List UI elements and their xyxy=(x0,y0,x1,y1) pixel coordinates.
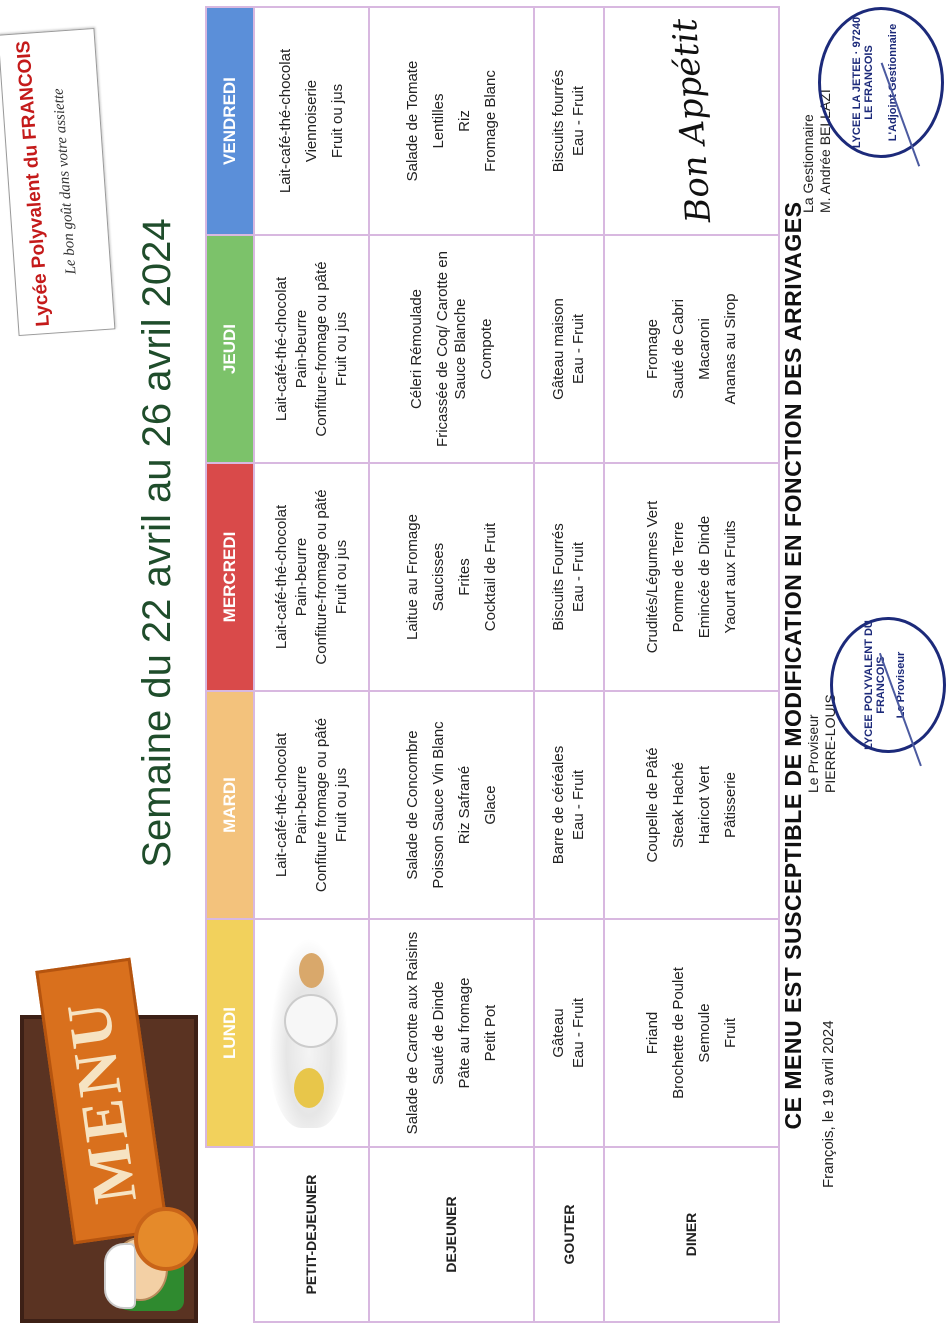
menu-item: Haricot Vert xyxy=(695,765,713,845)
cell-petit-dejeuner-jeudi xyxy=(254,235,369,463)
meal-row-dejeuner xyxy=(369,7,534,1322)
menu-item: Confiture-fromage ou pâté xyxy=(312,261,330,437)
menu-item: Salade de Tomate xyxy=(403,60,421,182)
menu-item: Yaourt aux Fruits xyxy=(721,520,739,634)
menu-item: Lait-café-thé-chocolat xyxy=(272,504,290,650)
day-header-lundi: LUNDI xyxy=(206,919,254,1147)
school-tagline: Le bon goût dans votre assiette xyxy=(50,87,80,276)
menu-item: Lait-café-thé-chocolat xyxy=(272,732,290,878)
menu-item: Fruit ou jus xyxy=(332,311,350,387)
menu-item: Biscuits fourrés xyxy=(550,69,567,173)
menu-item: Eau - Fruit xyxy=(570,769,587,841)
row-label-gouter: GOUTER xyxy=(534,1147,604,1322)
cell-petit-dejeuner-mercredi xyxy=(254,463,369,691)
menu-item: Lentilles xyxy=(429,93,447,149)
breakfast-illustration-cell xyxy=(254,919,369,1147)
modification-warning: CE MENU EST SUSCEPTIBLE DE MODIFICATION EN FONCTION DES ARRIVAGES xyxy=(780,201,806,1130)
menu-item: Eau - Fruit xyxy=(570,85,587,157)
menu-item: Friand xyxy=(643,1011,661,1055)
menu-item: Pâtisserie xyxy=(721,772,739,838)
menu-item: Fromage xyxy=(643,318,661,380)
day-header-mardi: MARDI xyxy=(206,691,254,919)
cell-dejeuner-jeudi xyxy=(369,235,534,463)
stamp-role: L'Adjoint Gestionnaire xyxy=(887,23,899,142)
cell-gouter-mercredi xyxy=(534,463,604,691)
menu-item: Fromage Blanc xyxy=(481,70,499,172)
menu-item: Semoule xyxy=(695,1003,713,1063)
menu-item: Steak Haché xyxy=(669,762,687,848)
pizza-icon xyxy=(134,1207,198,1271)
menu-item: Confiture-fromage ou pâté xyxy=(312,489,330,665)
menu-item: Viennoiserie xyxy=(302,79,320,163)
menu-item: Riz xyxy=(455,110,473,132)
gestionnaire-name: M. Andrée BELLAZI xyxy=(816,89,833,213)
menu-item: Fruit xyxy=(721,1018,739,1048)
cell-dejeuner-vendredi xyxy=(369,7,534,235)
row-label-dejeuner: DEJEUNER xyxy=(369,1147,534,1322)
school-logo xyxy=(0,28,115,336)
row-label-diner: DINER xyxy=(604,1147,779,1322)
menu-item: Laitue au Fromage xyxy=(403,514,421,640)
cell-gouter-mardi xyxy=(534,691,604,919)
menu-item: Salade de Concombre xyxy=(403,730,421,880)
menu-item: Pain-beurre xyxy=(292,309,310,389)
chef-illustration xyxy=(104,1241,184,1311)
menu-item: Lait-café-thé-chocolat xyxy=(276,48,294,194)
proviseur-title: Le Proviseur xyxy=(805,714,821,793)
stamp-text: LYCEE LA JETEE · 97240 LE FRANCOIS xyxy=(851,16,875,149)
cell-diner-mardi xyxy=(604,691,779,919)
cell-gouter-lundi xyxy=(534,919,604,1147)
menu-item: Céleri Rémoulade xyxy=(407,288,425,410)
menu-item: Eau - Fruit xyxy=(570,541,587,613)
menu-item: Pâte au fromage xyxy=(455,977,473,1089)
header-corner xyxy=(206,1147,254,1322)
day-header-jeudi: JEUDI xyxy=(206,235,254,463)
menu-item: Coupelle de Pâté xyxy=(643,747,661,863)
stamp-role: Le Proviseur xyxy=(895,651,907,719)
cell-dejeuner-mardi xyxy=(369,691,534,919)
cell-diner-vendredi xyxy=(604,7,779,235)
proviseur-name: PIERRE-LOUIS xyxy=(821,694,838,793)
cell-petit-dejeuner-vendredi xyxy=(254,7,369,235)
menu-item: Frites xyxy=(455,558,473,596)
menu-item: Salade de Carotte aux Raisins xyxy=(403,931,421,1135)
cell-diner-mercredi xyxy=(604,463,779,691)
cell-petit-dejeuner-mardi xyxy=(254,691,369,919)
menu-item: Eau - Fruit xyxy=(570,997,587,1069)
menu-banner xyxy=(35,958,168,1245)
page-title: Semaine du 22 avril au 26 avril 2024 xyxy=(135,218,179,868)
menu-item: Sauté de Cabri xyxy=(669,298,687,400)
cell-dejeuner-lundi xyxy=(369,919,534,1147)
menu-item: Cocktail de Fruit xyxy=(481,522,499,632)
chef-hat-icon xyxy=(104,1243,136,1309)
menu-board-label: MENU xyxy=(54,994,150,1208)
cell-dejeuner-mercredi xyxy=(369,463,534,691)
row-label-petit-dejeuner: PETIT-DEJEUNER xyxy=(254,1147,369,1322)
menu-item: Biscuits Fourrés xyxy=(550,523,567,631)
menu-item: Pain-beurre xyxy=(292,537,310,617)
menu-item: Fruit ou jus xyxy=(328,83,346,159)
menu-item: Pain-beurre xyxy=(292,765,310,845)
menu-item: Petit Pot xyxy=(481,1004,499,1062)
gestionnaire-title: La Gestionnaire xyxy=(800,114,816,213)
menu-item: Pomme de Terre xyxy=(669,521,687,633)
cell-diner-lundi xyxy=(604,919,779,1147)
menu-item: Emincée de Dinde xyxy=(695,515,713,639)
signature-date: François, le 19 avril 2024 xyxy=(820,1020,837,1188)
menu-item: Eau - Fruit xyxy=(570,313,587,385)
menu-item: Compote xyxy=(477,318,495,380)
menu-item: Confiture fromage ou pâté xyxy=(312,717,330,893)
day-header-row xyxy=(206,7,254,1322)
weekly-menu-table xyxy=(205,6,780,1323)
menu-item: Poisson Sauce Vin Blanc xyxy=(429,721,447,889)
menu-item: Glace xyxy=(481,785,499,825)
stamp-text: LYCEE POLYVALENT DU FRANCOIS xyxy=(863,620,887,750)
menu-item: Gâteau maison xyxy=(550,298,567,400)
orange-juice-icon xyxy=(294,1068,324,1108)
coffee-cup-icon xyxy=(284,994,338,1048)
school-name: Lycée Polyvalent du FRANCOIS xyxy=(13,39,55,328)
day-header-mercredi: MERCREDI xyxy=(206,463,254,691)
cell-gouter-jeudi xyxy=(534,235,604,463)
meal-row-gouter xyxy=(534,7,604,1322)
menu-item: Barre de céréales xyxy=(550,745,567,865)
menu-item: Brochette de Poulet xyxy=(669,967,687,1099)
menu-item: Gâteau xyxy=(550,1008,567,1058)
cell-diner-jeudi xyxy=(604,235,779,463)
menu-item: Macaroni xyxy=(695,318,713,380)
menu-item: Saucisses xyxy=(429,542,447,612)
menu-item: Crudités/Légumes Vert xyxy=(643,500,661,654)
menu-item: Fruit ou jus xyxy=(332,767,350,843)
croissant-icon xyxy=(299,953,324,988)
meal-row-petit-dejeuner xyxy=(254,7,369,1322)
menu-item: Fruit ou jus xyxy=(332,539,350,615)
menu-item: Lait-café-thé-chocolat xyxy=(272,276,290,422)
menu-item: Ananas au Sirop xyxy=(721,293,739,405)
menu-board-illustration xyxy=(20,994,198,1323)
bon-appetit-calligraphy: Bon Appétit xyxy=(664,17,719,225)
meal-row-diner xyxy=(604,7,779,1322)
day-header-vendredi: VENDREDI xyxy=(206,7,254,235)
breakfast-plate-image xyxy=(269,938,349,1128)
menu-item: Fricassée de Coq/ Carotte en Sauce Blanche xyxy=(433,251,469,447)
menu-item: Riz Safrané xyxy=(455,765,473,845)
menu-item: Sauté de Dinde xyxy=(429,981,447,1085)
cell-gouter-vendredi xyxy=(534,7,604,235)
